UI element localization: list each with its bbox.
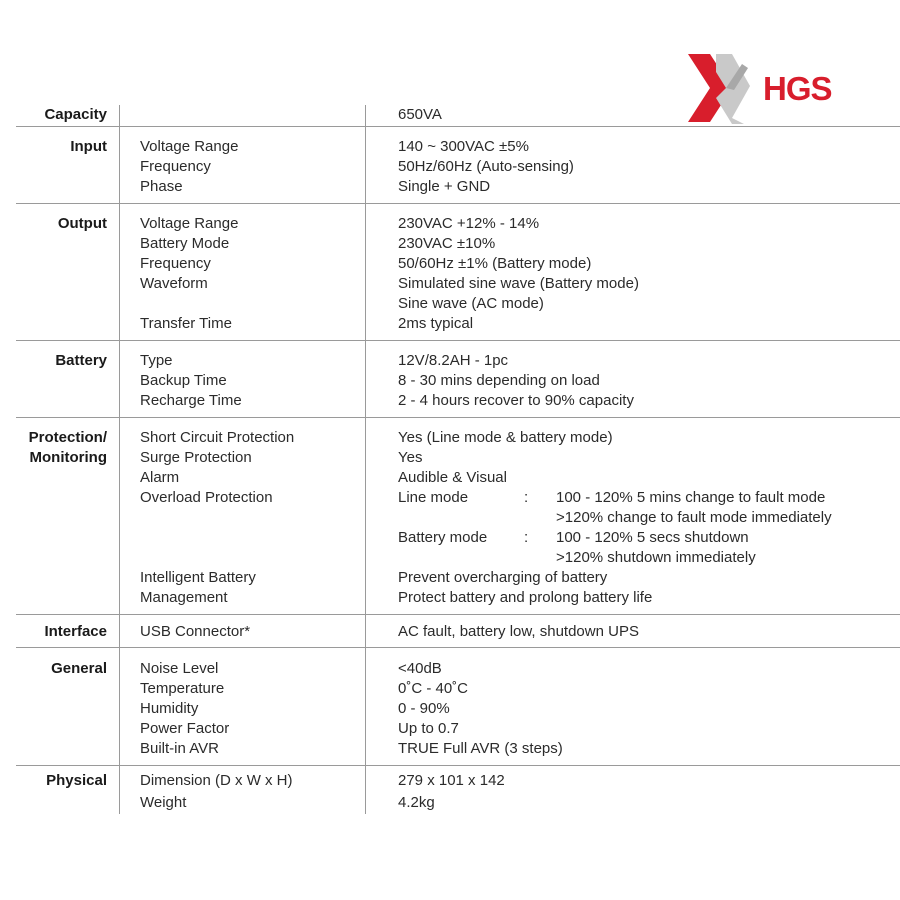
spec-table bbox=[16, 105, 900, 814]
param-value: Simulated sine wave (Battery mode) bbox=[398, 275, 639, 292]
param-value: AC fault, battery low, shutdown UPS bbox=[398, 623, 639, 640]
table-row bbox=[16, 679, 900, 699]
section-battery bbox=[16, 341, 900, 418]
table-row bbox=[16, 770, 900, 792]
param-label: Voltage Range bbox=[140, 215, 239, 232]
section-capacity bbox=[16, 105, 900, 127]
param-label: Recharge Time bbox=[140, 392, 242, 409]
table-row bbox=[16, 351, 900, 371]
param-label: Temperature bbox=[140, 680, 225, 697]
table-row bbox=[16, 391, 900, 411]
section-protection-monitoring bbox=[16, 418, 900, 615]
param-value: 2ms typical bbox=[398, 315, 474, 332]
table-row bbox=[16, 719, 900, 739]
param-value: 230VAC +12% - 14% bbox=[398, 215, 540, 232]
param-label: Transfer Time bbox=[140, 315, 232, 332]
table-row bbox=[16, 177, 900, 197]
param-value bbox=[398, 548, 756, 568]
param-value: 4.2kg bbox=[398, 794, 435, 811]
param-label: USB Connector* bbox=[140, 623, 251, 640]
param-label: Weight bbox=[140, 794, 187, 811]
param-label: Overload Protection bbox=[140, 489, 273, 506]
table-row bbox=[16, 528, 900, 548]
mode-value: 100 - 120% 5 secs shutdown bbox=[556, 529, 749, 546]
table-row bbox=[16, 699, 900, 719]
param-label bbox=[140, 548, 398, 568]
section-general bbox=[16, 648, 900, 766]
category-label: General bbox=[51, 660, 107, 677]
param-label: Surge Protection bbox=[140, 449, 252, 466]
param-label: Phase bbox=[140, 178, 183, 195]
param-label: Waveform bbox=[140, 275, 208, 292]
param-value: 230VAC ±10% bbox=[398, 235, 496, 252]
param-value: Single + GND bbox=[398, 178, 491, 195]
param-value: 12V/8.2AH - 1pc bbox=[398, 352, 509, 369]
category-label: Physical bbox=[46, 772, 107, 789]
param-label: Alarm bbox=[140, 469, 180, 486]
section-interface bbox=[16, 615, 900, 648]
param-value: Audible & Visual bbox=[398, 469, 507, 486]
mode-value: 100 - 120% 5 mins change to fault mode bbox=[556, 489, 826, 506]
table-row bbox=[16, 659, 900, 679]
category-label-line2: Monitoring bbox=[29, 449, 107, 466]
param-value: Yes bbox=[398, 449, 423, 466]
param-value: <40dB bbox=[398, 660, 442, 677]
param-label: Built-in AVR bbox=[140, 740, 219, 757]
table-row bbox=[16, 371, 900, 391]
param-value: 8 - 30 mins depending on load bbox=[398, 372, 600, 389]
mode-colon bbox=[524, 548, 556, 568]
param-value: TRUE Full AVR (3 steps) bbox=[398, 740, 563, 757]
param-value: Yes (Line mode & battery mode) bbox=[398, 429, 613, 446]
param-value: 279 x 101 x 142 bbox=[398, 772, 505, 789]
table-row bbox=[16, 568, 900, 588]
mode-colon bbox=[524, 508, 556, 528]
mode-label: Battery mode bbox=[398, 529, 488, 546]
param-label: Intelligent Battery bbox=[140, 569, 256, 586]
param-value: Sine wave (AC mode) bbox=[398, 295, 544, 312]
table-row bbox=[16, 294, 900, 314]
param-label: Dimension (D x W x H) bbox=[140, 772, 293, 789]
mode-label bbox=[398, 548, 524, 568]
table-row bbox=[16, 792, 900, 814]
param-value: 0˚C - 40˚C bbox=[398, 680, 469, 697]
table-row bbox=[16, 508, 900, 528]
category-label: Capacity bbox=[44, 106, 107, 123]
category-label: Battery bbox=[55, 352, 107, 369]
table-row bbox=[16, 428, 900, 448]
param-value: Up to 0.7 bbox=[398, 720, 459, 737]
section-output bbox=[16, 204, 900, 341]
param-label: Power Factor bbox=[140, 720, 230, 737]
mode-label: Line mode bbox=[398, 489, 469, 506]
category-label: Input bbox=[70, 138, 107, 155]
param-value: 50/60Hz ±1% (Battery mode) bbox=[398, 255, 592, 272]
param-label bbox=[140, 105, 398, 125]
param-label: Type bbox=[140, 352, 173, 369]
mode-colon: : bbox=[524, 529, 529, 546]
section-physical bbox=[16, 766, 900, 814]
category-label: Protection/ bbox=[28, 429, 107, 446]
table-row bbox=[16, 254, 900, 274]
param-value: 0 - 90% bbox=[398, 700, 450, 717]
table-row bbox=[16, 468, 900, 488]
param-label: Backup Time bbox=[140, 372, 227, 389]
table-row bbox=[16, 214, 900, 234]
param-label: Short Circuit Protection bbox=[140, 429, 295, 446]
table-row bbox=[16, 739, 900, 759]
param-label: Frequency bbox=[140, 255, 211, 272]
table-row bbox=[16, 157, 900, 177]
section-input bbox=[16, 127, 900, 204]
table-row bbox=[16, 274, 900, 294]
param-value: 140 ~ 300VAC ±5% bbox=[398, 138, 529, 155]
table-row bbox=[16, 488, 900, 508]
table-row bbox=[16, 234, 900, 254]
param-label: Frequency bbox=[140, 158, 211, 175]
param-label: Noise Level bbox=[140, 660, 219, 677]
param-value: Prevent overcharging of battery bbox=[398, 569, 608, 586]
param-value: 650VA bbox=[398, 106, 442, 123]
param-value bbox=[398, 528, 749, 548]
logo-text: HGS bbox=[763, 70, 832, 107]
table-row bbox=[16, 314, 900, 334]
param-label: Humidity bbox=[140, 700, 199, 717]
mode-colon: : bbox=[524, 489, 529, 506]
mode-value: >120% change to fault mode immediately bbox=[556, 509, 832, 526]
param-label bbox=[140, 508, 398, 528]
mode-label bbox=[398, 508, 524, 528]
param-value: Protect battery and prolong battery life bbox=[398, 589, 653, 606]
param-value: 2 - 4 hours recover to 90% capacity bbox=[398, 392, 634, 409]
table-row bbox=[16, 622, 900, 642]
table-row bbox=[16, 548, 900, 568]
param-value: 50Hz/60Hz (Auto-sensing) bbox=[398, 158, 574, 175]
param-label bbox=[140, 294, 398, 314]
category-label: Output bbox=[57, 215, 107, 232]
mode-value: >120% shutdown immediately bbox=[556, 549, 756, 566]
table-row bbox=[16, 137, 900, 157]
category-label: Interface bbox=[44, 623, 107, 640]
table-row bbox=[16, 588, 900, 608]
param-value bbox=[398, 488, 825, 508]
param-value bbox=[398, 508, 832, 528]
param-label: Battery Mode bbox=[140, 235, 230, 252]
param-label: Voltage Range bbox=[140, 138, 239, 155]
param-label: Management bbox=[140, 589, 228, 606]
table-row bbox=[16, 105, 900, 125]
table-row bbox=[16, 448, 900, 468]
param-label bbox=[140, 528, 398, 548]
